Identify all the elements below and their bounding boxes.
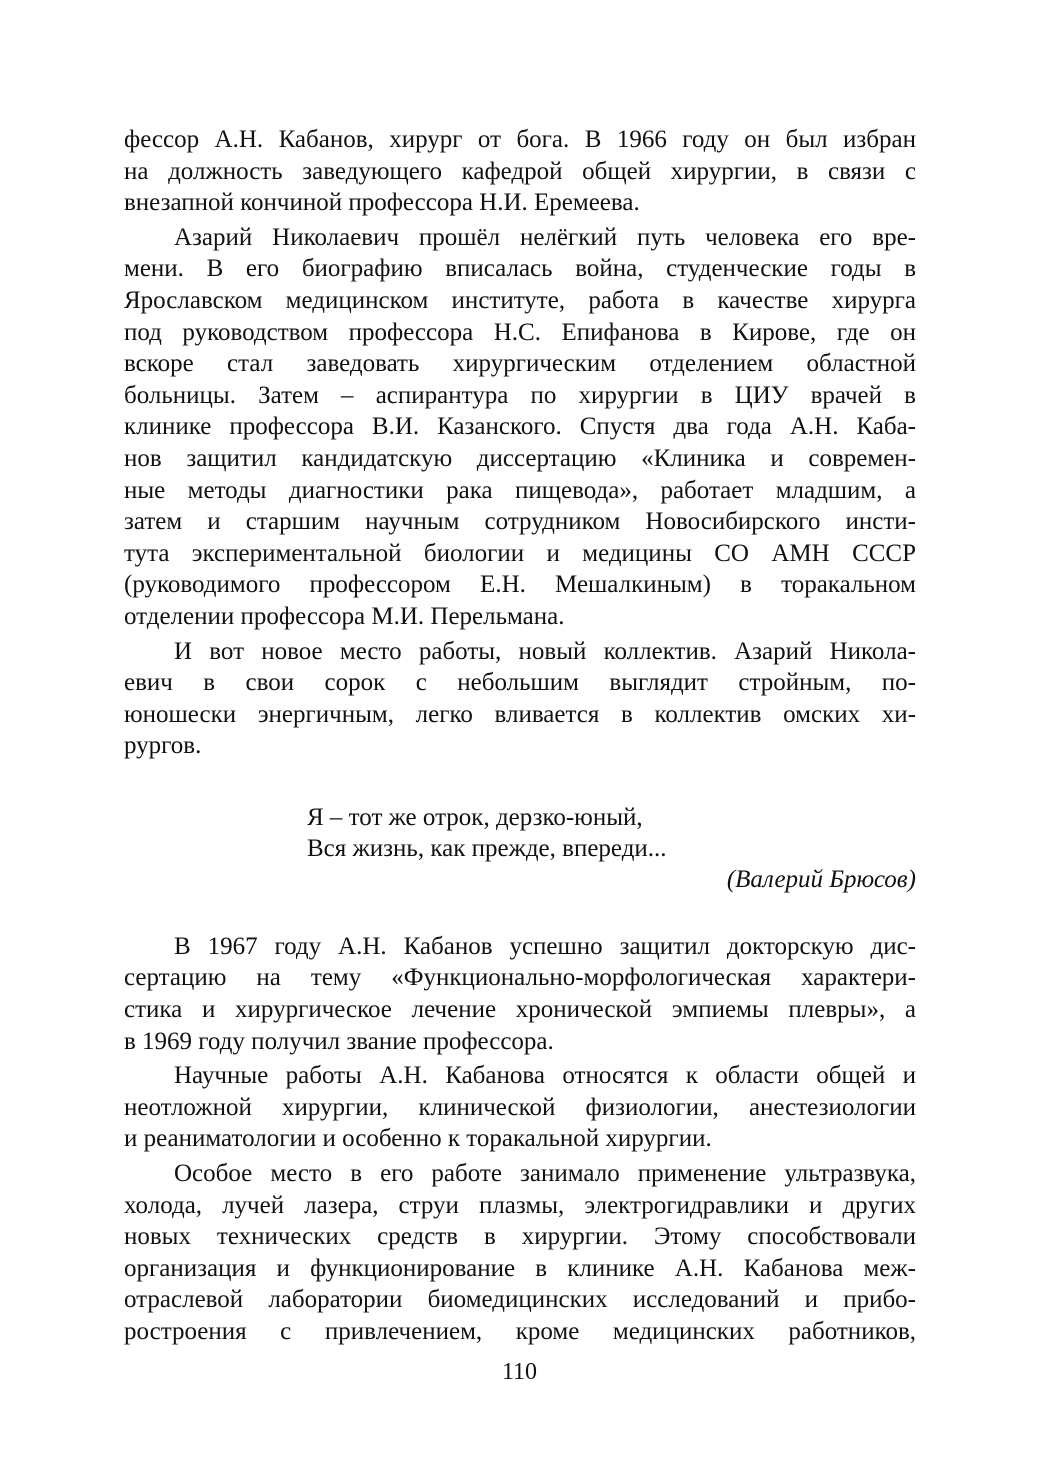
text-line: отраслевой лаборатории биомедицинских исследований и прибо- bbox=[124, 1286, 916, 1314]
text-line: нов защитил кандидатскую диссертацию «Клиника и современ- bbox=[124, 444, 916, 472]
paragraph bbox=[124, 931, 916, 1057]
text-line: внезапной кончиной профессора Н.И. Еремеева. bbox=[124, 189, 640, 217]
epigraph-line: Я – тот же отрок, дерзко-юный, bbox=[307, 803, 643, 831]
text-line: юношески энергичным, легко вливается в коллектив омских хи- bbox=[124, 700, 916, 728]
text-line: Особое место в его работе занимало применение ультразвука, bbox=[174, 1160, 916, 1188]
paragraph bbox=[124, 1158, 916, 1348]
text-line: холода, лучей лазера, струи плазмы, электрогидравлики и других bbox=[124, 1191, 916, 1219]
text-line: тута экспериментальной биологии и медицины СО АМН СССР bbox=[124, 539, 916, 567]
paragraph bbox=[124, 124, 916, 219]
epigraph-author: (Валерий Брюсов) bbox=[726, 865, 916, 893]
page-number: 110 bbox=[501, 1359, 538, 1385]
text-line: стика и хирургическое лечение хронической эмпиемы плевры», а bbox=[124, 996, 916, 1024]
text-line: евич в свои сорок с небольшим выглядит стройным, по- bbox=[124, 669, 916, 697]
text-line: клинике профессора В.И. Казанского. Спустя два года А.Н. Каба- bbox=[124, 413, 916, 441]
text-line: на должность заведующего кафедрой общей хирургии, в связи с bbox=[124, 157, 916, 185]
paragraph bbox=[124, 636, 916, 762]
text-line: мени. В его биографию вписалась война, студенческие годы в bbox=[124, 255, 916, 283]
text-line: под руководством профессора Н.С. Епифанова в Кирове, где он bbox=[124, 318, 916, 346]
paragraph bbox=[124, 222, 916, 633]
text-after-epigraph bbox=[124, 931, 916, 1348]
text-line: Ярославском медицинском институте, работа в качестве хирурга bbox=[124, 286, 916, 314]
text-line: организация и функционирование в клинике А.Н. Кабанова меж- bbox=[124, 1254, 916, 1282]
text-line: Научные работы А.Н. Кабанова относятся к области общей и bbox=[174, 1062, 916, 1090]
text-line: и реаниматологии и особенно к торакальной хирургии. bbox=[124, 1125, 712, 1153]
epigraph-line: Вся жизнь, как прежде, впереди... bbox=[307, 834, 667, 862]
text-line: больницы. Затем – аспирантура по хирургии в ЦИУ врачей в bbox=[124, 381, 916, 409]
text-line: ные методы диагностики рака пищевода», работает младшим, а bbox=[124, 476, 916, 504]
text-line: в 1969 году получил звание профессора. bbox=[124, 1027, 554, 1055]
text-line: вскоре стал заведовать хирургическим отделением областной bbox=[124, 350, 916, 378]
text-line: рургов. bbox=[124, 732, 202, 760]
text-line: сертацию на тему «Функционально-морфологическая характери- bbox=[124, 964, 916, 992]
paragraph bbox=[124, 1060, 916, 1155]
text-line: И вот новое место работы, новый коллектив. Азарий Никола- bbox=[174, 637, 916, 665]
text-line: неотложной хирургии, клинической физиологии, анестезиологии bbox=[124, 1093, 916, 1121]
text-line: отделении профессора М.И. Перельмана. bbox=[124, 602, 565, 630]
text-line: ростроения с привлечением, кроме медицинских работников, bbox=[124, 1318, 916, 1345]
epigraph bbox=[124, 802, 916, 895]
text-line: затем и старшим научным сотрудником Новосибирского инсти- bbox=[124, 508, 916, 536]
text-line: В 1967 году А.Н. Кабанов успешно защитил докторскую дис- bbox=[174, 932, 916, 960]
page-body bbox=[124, 124, 916, 1348]
text-line: новых технических средств в хирургии. Этому способствовали bbox=[124, 1223, 916, 1251]
text-line: (руководимого профессором Е.Н. Мешалкиным) в торакальном bbox=[124, 571, 916, 599]
text-line: Азарий Николаевич прошёл нелёгкий путь человека его вре- bbox=[174, 223, 916, 251]
text-before-epigraph bbox=[124, 124, 916, 762]
text-line: фессор А.Н. Кабанов, хирург от бога. В 1966 году он был избран bbox=[124, 126, 916, 153]
